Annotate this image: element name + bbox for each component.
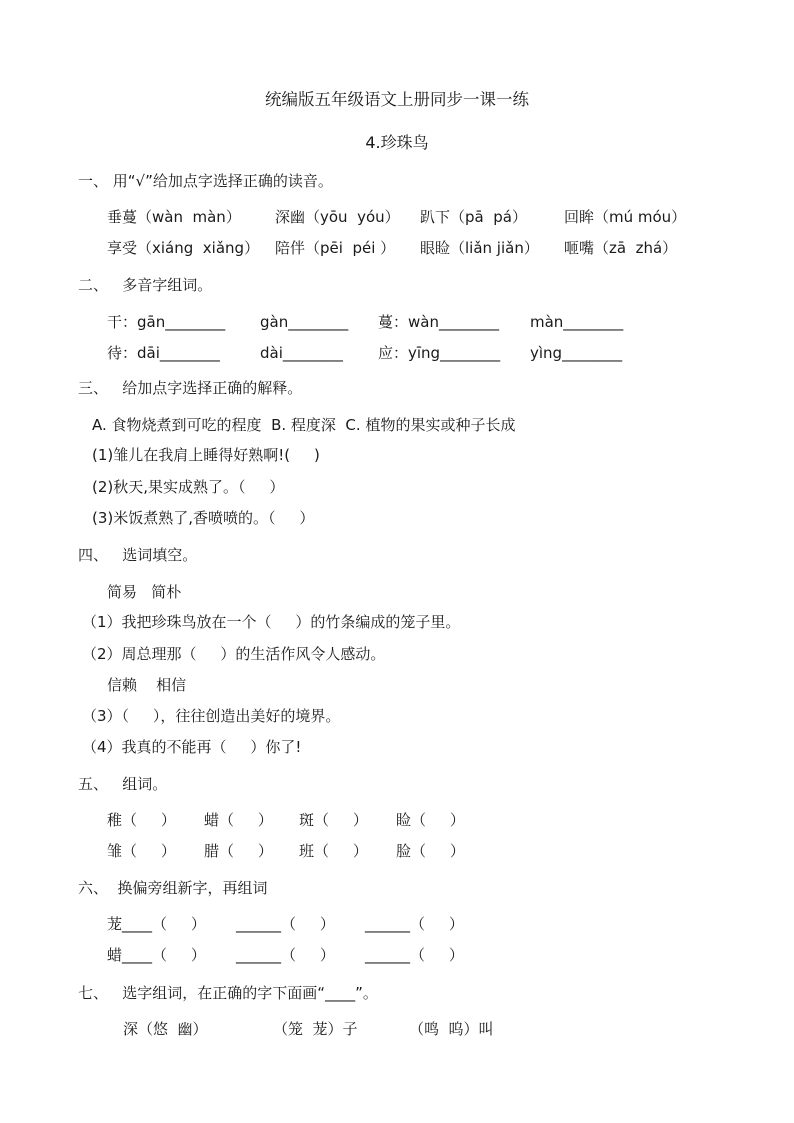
choice-item: （笼 茏）子 <box>273 1020 358 1038</box>
question-item: (1)雏儿在我肩上睡得好熟啊!( ) <box>92 446 320 464</box>
pinyin-item: 眼睑（liǎn jiǎn） <box>420 239 539 257</box>
polyphone-item: dài________ <box>260 344 343 362</box>
radical-item: ______（ ） <box>236 946 335 964</box>
section-1-heading: 一、 用“√”给加点字选择正确的读音。 <box>78 172 333 190</box>
radical-item: ______（ ） <box>365 915 464 933</box>
choice-item: 深（悠 幽） <box>123 1020 208 1038</box>
word-item: 腊（ ） <box>204 842 273 860</box>
pinyin-item: 陪伴（pēi péi ） <box>275 239 396 257</box>
word-item: 脸（ ） <box>396 842 465 860</box>
question-item: （1）我把珍珠鸟放在一个（ ）的竹条编成的笼子里。 <box>82 613 461 631</box>
word-item: 斑（ ） <box>299 811 368 829</box>
word-item: 睑（ ） <box>396 811 465 829</box>
polyphone-item: 干：gān________ <box>107 313 226 331</box>
pinyin-item: 咂嘴（zā zhá） <box>564 239 678 257</box>
section-6-heading: 六、 换偏旁组新字，再组词 <box>78 879 268 897</box>
question-item: （2）周总理那（ ）的生活作风令人感动。 <box>82 645 386 663</box>
question-item: (2)秋天,果实成熟了。（ ） <box>92 478 285 496</box>
radical-item: 蜡____（ ） <box>107 946 206 964</box>
polyphone-item: gàn________ <box>260 313 349 331</box>
pinyin-item: 享受（xiáng xiǎng） <box>107 239 260 257</box>
question-item: (3)米饭煮熟了,香喷喷的。（ ） <box>92 509 315 527</box>
section-5-heading: 五、 组词。 <box>78 775 168 793</box>
question-item: （4）我真的不能再（ ）你了! <box>82 738 302 756</box>
lesson-title: 4.珍珠鸟 <box>365 133 429 152</box>
section-3-heading: 三、 给加点字选择正确的解释。 <box>78 379 303 397</box>
pinyin-item: 垂蔓（wàn màn） <box>107 208 241 226</box>
polyphone-item: 应：yīng________ <box>378 344 501 362</box>
polyphone-item: yìng________ <box>530 344 623 362</box>
page-title: 统编版五年级语文上册同步一课一练 <box>265 90 529 109</box>
word-item: 雏（ ） <box>107 842 176 860</box>
word-item: 稚（ ） <box>107 811 176 829</box>
choice-item: （鸣 呜）叫 <box>409 1020 494 1038</box>
radical-item: 茏____（ ） <box>107 915 206 933</box>
word-item: 蜡（ ） <box>204 811 273 829</box>
definition-options: A. 食物烧煮到可吃的程度 B. 程度深 C. 植物的果实或种子长成 <box>92 416 516 434</box>
word-item: 班（ ） <box>299 842 368 860</box>
section-2-heading: 二、 多音字组词。 <box>78 276 213 294</box>
polyphone-item: màn________ <box>530 313 624 331</box>
polyphone-item: 待：dāi________ <box>107 344 220 362</box>
question-item: （3）（ ），往往创造出美好的境界。 <box>82 707 341 725</box>
polyphone-item: 蔓：wàn________ <box>378 313 499 331</box>
pinyin-item: 趴下（pā pá） <box>420 208 527 226</box>
pinyin-item: 深幽（yōu yóu） <box>275 208 400 226</box>
radical-item: ______（ ） <box>365 946 464 964</box>
section-4-heading: 四、 选词填空。 <box>78 546 198 564</box>
word-choices: 信赖 相信 <box>107 676 187 694</box>
word-choices: 简易 简朴 <box>107 583 182 601</box>
section-7-heading: 七、 选字组词，在正确的字下面画“____”。 <box>78 984 378 1002</box>
radical-item: ______（ ） <box>236 915 335 933</box>
pinyin-item: 回眸（mú móu） <box>564 208 687 226</box>
